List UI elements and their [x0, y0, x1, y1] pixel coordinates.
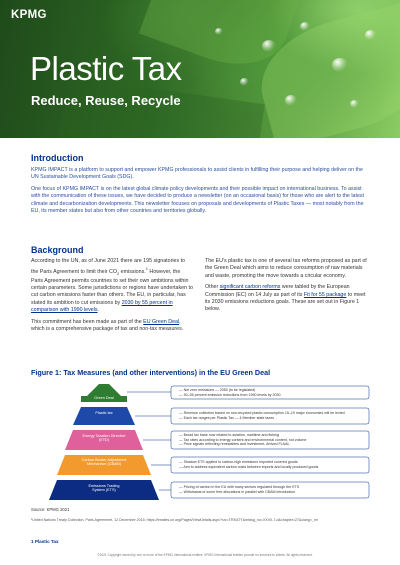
tier-bullet: — Net zero emissions — 2050 (to be legislated) — [179, 388, 256, 392]
tier-bullet: — Withdrawal of some free allocations in parallel with CBAM introduction — [179, 489, 296, 494]
footnote: ¹United Nations Treaty Collection, Paris Agreement, 12 December 2015; https://treaties.un.org/Pages/ViewDetails.aspx?src=TREATY&mtdsg_no=XXVII-7-d&chapter=27&clang=_en — [31, 518, 319, 522]
figure-title: Figure 1: Tax Measures (and other interventions) in the EU Green Deal — [31, 368, 271, 377]
background-paragraph — [31, 258, 193, 315]
text-run: According to the UN, as of June 2021 there are 195 signatories to the Paris Agreement to limit their CO — [31, 258, 185, 276]
tier-label-plastic-tax: Plastic tax — [95, 411, 113, 415]
background-paragraph — [31, 319, 193, 334]
water-drop-decoration — [365, 30, 376, 40]
tier-bullet: — Shadow ETS applied to carbon-high emissions imported covered goods — [179, 460, 298, 464]
tier-description-etd — [179, 433, 369, 447]
text-run: emissions. — [119, 269, 146, 276]
page-title: Plastic Tax — [30, 50, 182, 87]
water-drop-decoration — [300, 22, 310, 31]
background-left-column — [31, 258, 193, 337]
tier-label-green-deal: Green Deal — [94, 396, 114, 400]
pyramid-tier-plastic-tax — [73, 407, 135, 425]
water-drop-decoration — [215, 28, 223, 35]
tier-label-ets: Emissions Trading System (ETS) — [88, 484, 120, 493]
water-drop-decoration — [285, 95, 297, 106]
green-deal-link[interactable]: EU Green Deal — [143, 318, 180, 325]
text-run: This commitment has been made as part of the — [31, 318, 144, 325]
emissions-target-link[interactable]: 2030 by 55 percent in comparison with 1990 levels — [31, 299, 173, 314]
background-paragraph — [205, 284, 371, 314]
green-deal-pyramid-figure — [31, 380, 371, 502]
tier-bullet: — Each tax ranges per Plastic Tax — 4 Member state taxes — [179, 415, 275, 420]
hero-banner — [0, 0, 400, 138]
carbon-reforms-link[interactable]: significant carbon reforms — [219, 284, 281, 291]
page-subtitle: Reduce, Reuse, Recycle — [31, 93, 181, 108]
tier-bullet: — Tax rates according to energy content and environmental content, not volume — [179, 437, 307, 442]
subscript: 2 — [116, 271, 120, 277]
fit-for-55-link[interactable]: Fit for 55 package — [303, 291, 347, 298]
water-drop-decoration — [350, 100, 359, 108]
intro-paragraph-2: One focus of KPMG IMPACT is on the latest global climate policy developments and their possible impact on international business. To assist with the communication of these issues, we have decided to produce a newsletter (on an occasional basis) for those who are alert to the latest climate and decarbonization developments. This newsletter focuses on proposals and developments of Plastic Taxes — most notably from the EU, its member states but also from other countries and territories globally. — [31, 186, 365, 215]
tier-bullet: — Pricing of carbon in the EU with many sectors regulated through the ETS — [179, 485, 300, 489]
tier-bullet: — Price signals reflecting renewables and investment. Arrived FLAAL — [179, 442, 290, 447]
text-run: Other — [205, 284, 220, 291]
text-run: . — [97, 307, 100, 314]
text-run: However, the Paris Agreement permits countries to set their own ambitions within certain parameters. Some jurisdictions or regions have undertaken to cut carbon emissions faster than others. The EU, in particular, has stated its ambition to cut emissions by — [31, 269, 193, 306]
tier-description-cbam — [179, 460, 369, 469]
introduction-heading: Introduction — [31, 153, 84, 163]
kpmg-logo: KPMG — [11, 9, 47, 21]
text-run: , which is a comprehensive package of tax and non-tax measures. — [31, 318, 184, 333]
text-run: were tabled by the European Commission (EC) on 14 July as part of its — [205, 284, 350, 298]
tier-description-green-deal — [179, 388, 369, 397]
figure-source: Source: KPMG 2021 — [31, 507, 70, 512]
page-footer-tag: 1 Plastic Tax — [31, 539, 59, 544]
intro-paragraph-1: KPMG IMPACT is a platform to support and empower KPMG professionals to assist clients in fulfilling their purpose and helping deliver on the UN Sustainable Development Goals (SDG). — [31, 167, 363, 181]
background-paragraph: The EU's plastic tax is one of several tax reforms proposed as part of the Green Deal which aims to reduce consumption of raw materials and waste, promoting the move towards a circular economy. — [205, 258, 367, 279]
copyright-notice: ©2021 Copyright owned by one or more of the KPMG International entities. KPMG International entities provide no services to clients. All rights reserved. — [97, 553, 313, 557]
tier-bullet: — 50–55 percent emission reductions from 1990 levels by 2030 — [179, 392, 281, 397]
tier-bullet: — Revenue collection based on non-recycled plastic consumption 15–19 major economies will be levied — [179, 411, 345, 415]
tier-description-ets — [179, 485, 369, 494]
text-run: to meet its 2030 emissions reductions goals. These are set out in Figure 1 below. — [205, 291, 366, 313]
tier-bullet: — Aim to address equivalent carbon costs between imports and locally produced goods — [179, 464, 319, 469]
background-right-column — [205, 258, 371, 318]
footnote-ref: 1 — [145, 266, 148, 272]
background-heading: Background — [31, 245, 84, 255]
tier-description-plastic-tax — [179, 411, 369, 420]
tier-bullet: — Broad tax base now related to aviation, maritime and fishing — [179, 433, 279, 437]
tier-label-etd: Energy Taxation Directive (ETD) — [82, 434, 126, 443]
water-drop-decoration — [332, 58, 348, 72]
water-drop-decoration — [240, 78, 249, 86]
tier-label-cbam: Carbon Border Adjustment Mechanism (CBAM) — [81, 458, 127, 467]
water-drop-decoration — [262, 40, 276, 52]
